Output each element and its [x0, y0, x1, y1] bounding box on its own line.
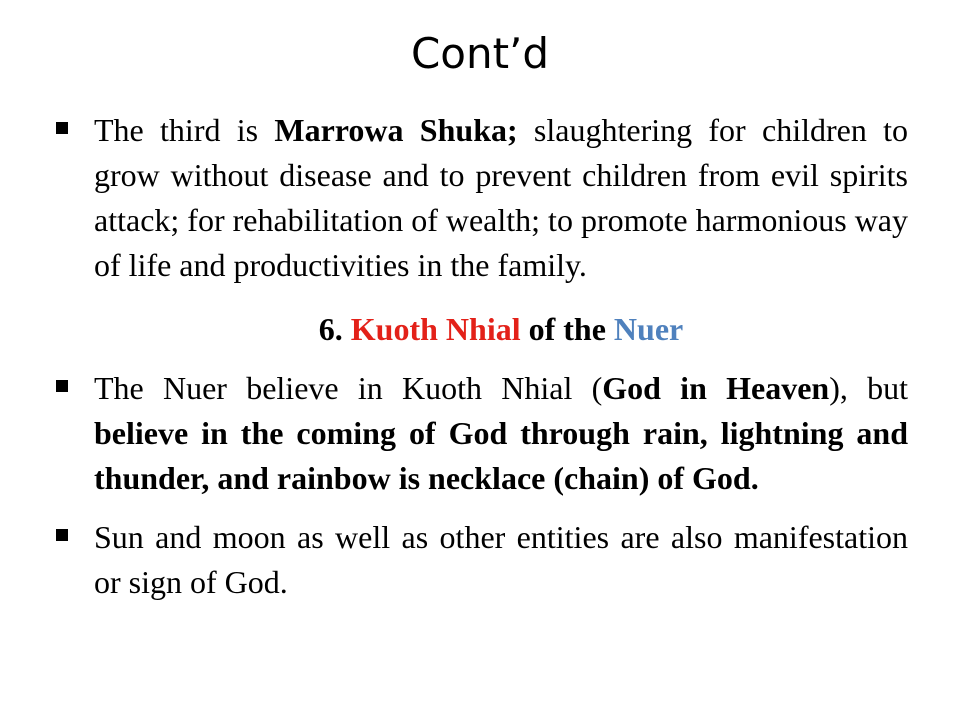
bullet1-text-start: The third is	[94, 112, 275, 148]
slide-content	[56, 108, 908, 605]
bullet1-bold-term: Marrowa Shuka;	[274, 112, 518, 148]
heading-red-term: Kuoth Nhial	[350, 311, 521, 347]
bullet2-bold-term: God in Heaven	[602, 370, 830, 406]
bullet2-text-start: The Nuer believe in Kuoth Nhial (	[94, 370, 603, 406]
square-bullet-icon	[56, 529, 68, 541]
heading-middle: of the	[520, 311, 614, 347]
heading-blue-term: Nuer	[613, 311, 684, 347]
bullet-paragraph-sun-moon	[56, 515, 908, 605]
section-heading	[56, 307, 908, 352]
square-bullet-icon	[56, 380, 68, 392]
bullet3-text: Sun and moon as well as other entities are also manifestation or sign of God.	[94, 519, 908, 600]
bullet-paragraph-nuer-belief	[56, 366, 908, 501]
bullet-paragraph-marrowa-shuka	[56, 108, 908, 288]
heading-number: 6.	[318, 311, 351, 347]
paragraph-gap	[56, 501, 908, 515]
square-bullet-icon	[56, 122, 68, 134]
bullet1-text-rest: slaughtering for children to grow without disease and to prevent children from evil spirits attack; for rehabilitation of wealth; to promote harmonious way of life and productivities in the family.	[94, 112, 908, 283]
bullet2-text-mid: ), but	[829, 370, 909, 406]
slide-title: Cont’d	[410, 29, 550, 78]
bullet2-bold-belief: believe in the coming of God through rain, lightning and thunder, and rainbow is necklace (chain) of God.	[94, 415, 908, 496]
